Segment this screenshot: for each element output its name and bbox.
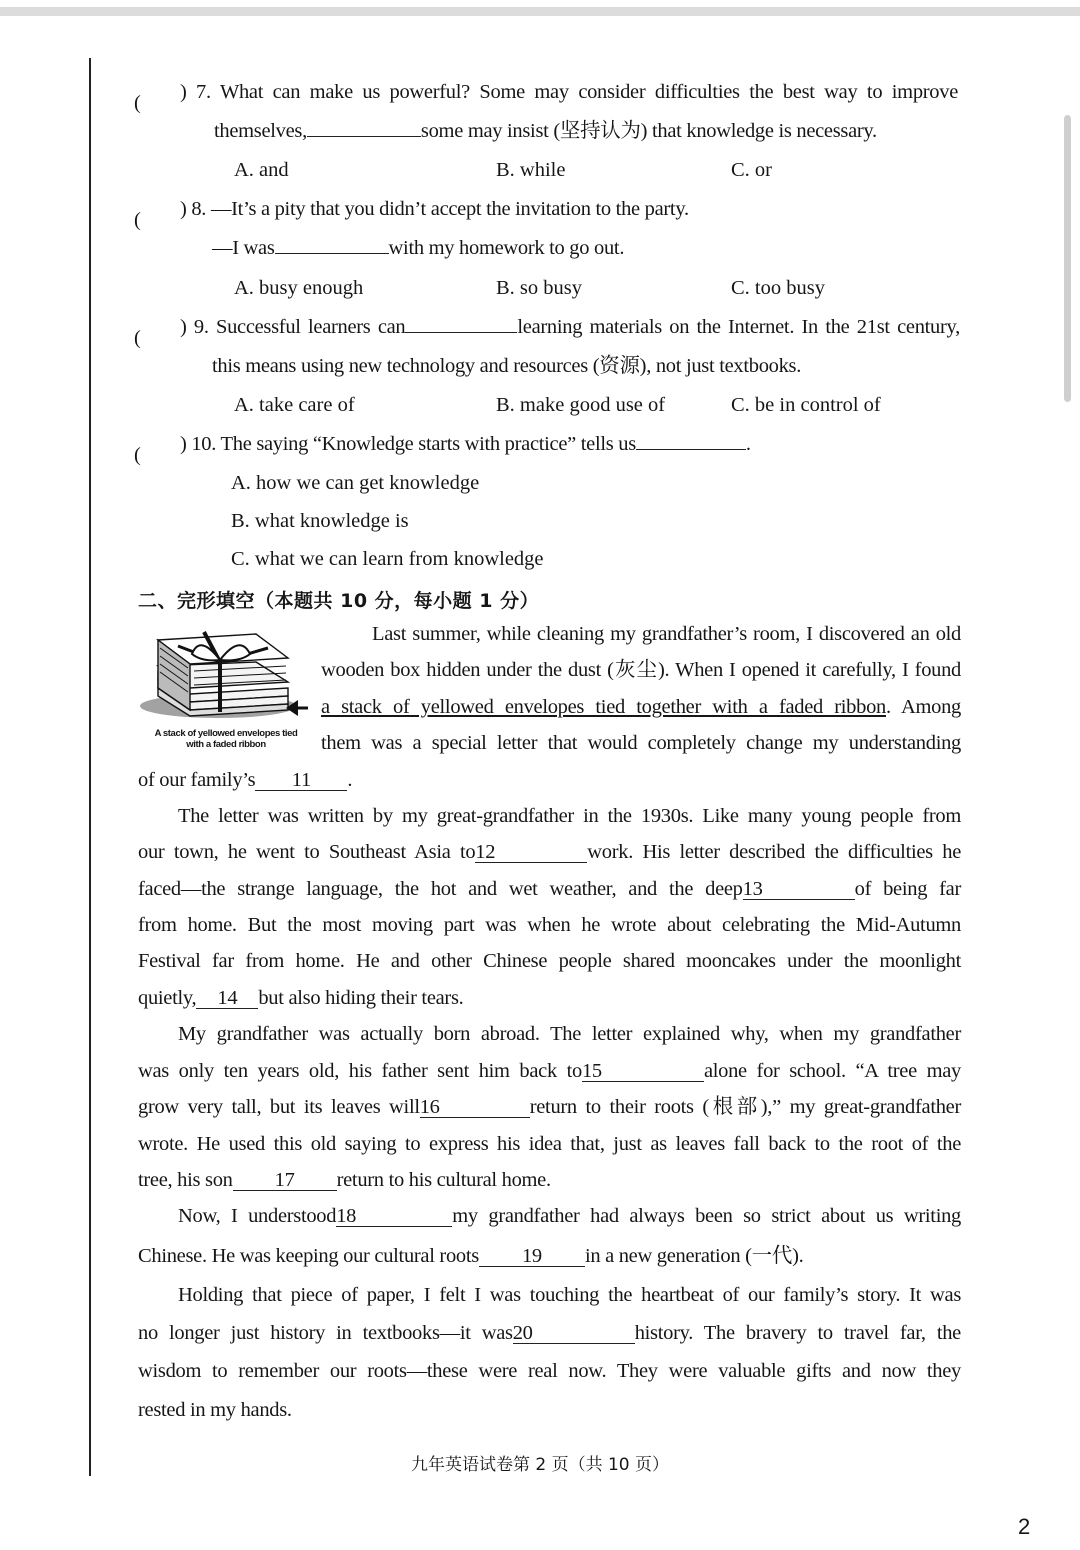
text: Festival far from home. He and other Chinese people shared mooncakes under the moonlight [138,950,961,972]
passage-line [138,767,352,793]
section-title: 二、完形填空（本题共 10 分，每小题 1 分） [138,590,540,612]
text: return to their roots (根部),” my great-grandfather [529,1096,961,1118]
blank [405,332,517,333]
text: of being far [854,878,961,900]
blank-14: 14 [196,988,258,1009]
text: My grandfather was actually born abroad. The letter explained why, when my grandfather [178,1023,961,1045]
text: some may insist (坚持认为) that knowledge is necessary. [420,120,877,142]
text: learning materials on the Internet. In the 21st century, [517,316,960,338]
option-a: A. busy enough [234,277,364,299]
option-a: A. how we can get knowledge [231,472,480,494]
option-c: C. be in control of [731,394,881,416]
q7-stem: ) 7. What can make us powerful? Some may consider difficulties the best way to improve [180,81,958,103]
q8-stem: ) 8. —It’s a pity that you didn’t accept the invitation to the party. [180,198,689,220]
passage-line [372,621,961,647]
text: of our family’s [138,769,256,791]
option-c: C. what we can learn from knowledge [231,548,544,570]
text: return to his cultural home. [336,1169,551,1191]
blank-15: 15 [582,1061,704,1082]
passage-line [138,1243,803,1269]
option-a: A. take care of [234,394,355,416]
passage-line [178,1282,961,1308]
passage-line [138,1397,292,1423]
passage-line [138,948,961,974]
passage-line [138,912,961,938]
top-bar [0,7,1080,16]
passage-line [138,1058,961,1084]
answer-bracket-10[interactable]: ( [134,444,141,466]
text: but also hiding their tears. [258,987,464,1009]
answer-bracket-7[interactable]: ( [134,92,141,114]
blank-18: 18 [336,1206,452,1227]
blank-11: 11 [255,770,347,791]
text: them was a special letter that would completely change my understanding [321,732,961,754]
text: ) 9. Successful learners can [180,316,406,338]
text: no longer just history in textbooks—it was [138,1322,513,1344]
option-c: C. too busy [731,277,825,299]
text: . Among [886,696,961,718]
blank [275,253,389,254]
passage-line [138,1094,961,1120]
blank-19: 19 [479,1246,585,1267]
option-b: B. what knowledge is [231,510,409,532]
text: Last summer, while cleaning my grandfather’s room, I discovered an old [372,623,961,645]
passage-line [138,985,463,1011]
text: . [745,433,751,455]
option-b: B. so busy [496,277,583,299]
text: alone for school. “A tree may [703,1060,961,1082]
scrollbar[interactable] [1064,115,1071,402]
q8-stem-line2 [212,235,624,261]
text: our town, he went to Southeast Asia to [138,841,476,863]
passage-line [138,1320,961,1346]
text: Chinese. He was keeping our cultural roots [138,1245,479,1267]
passage-line [178,1021,961,1047]
blank-20: 20 [513,1323,635,1344]
option-a: A. and [234,159,289,181]
text: —I was [212,237,275,259]
passage-line [321,730,961,756]
answer-bracket-9[interactable]: ( [134,327,141,349]
answer-bracket-8[interactable]: ( [134,209,141,231]
text: Holding that piece of paper, I felt I was touching the heartbeat of our family’s story. It was [178,1284,961,1306]
blank-13: 13 [743,879,855,900]
text: wrote. He used this old saying to express his idea that, just as leaves fall back to the root of the [138,1133,961,1155]
passage-line [138,1131,961,1157]
passage-line [178,1203,961,1229]
passage-line [178,803,961,829]
option-b: B. while [496,159,566,181]
text: The letter was written by my great-grandfather in the 1930s. Like many young people from [178,805,961,827]
text: . [347,769,353,791]
text: tree, his son [138,1169,233,1191]
q7-stem-line2 [214,118,877,144]
blank-16: 16 [420,1097,530,1118]
blank-17: 17 [233,1170,337,1191]
text: grow very tall, but its leaves will [138,1096,420,1118]
page-number: 2 [1018,1514,1031,1539]
option-b: B. make good use of [496,394,666,416]
text: was only ten years old, his father sent him back to [138,1060,582,1082]
text: themselves, [214,120,307,142]
passage-line [138,839,961,865]
passage-line [138,876,961,902]
text: work. His letter described the difficulties he [587,841,961,863]
envelopes-illustration [138,626,323,726]
passage-line [321,694,961,720]
blank-12: 12 [475,842,587,863]
image-caption: A stack of yellowed envelopes tied with a faded ribbon [154,728,298,750]
page-footer: 九年英语试卷第 2 页（共 10 页） [410,1455,670,1475]
text: wooden box hidden under the dust (灰尘). When I opened it carefully, I found [321,659,961,681]
text: my grandfather had always been so strict about us writing [452,1205,962,1227]
blank [307,136,421,137]
blank [636,449,746,450]
text: from home. But the most moving part was when he wrote about celebrating the Mid-Autumn [138,914,961,936]
text: quietly, [138,987,197,1009]
underlined-phrase: a stack of yellowed envelopes tied together with a faded ribbon [321,696,886,718]
text: faced—the strange language, the hot and wet weather, and the deep [138,878,743,900]
q10-stem [180,431,751,457]
option-c: C. or [731,159,772,181]
passage-line [321,657,961,683]
margin-line [89,58,91,1476]
q9-stem-line2: this means using new technology and resources (资源), not just textbooks. [212,355,802,377]
text: Now, I understood [178,1205,337,1227]
text: with my homework to go out. [388,237,625,259]
q9-stem [180,314,960,340]
text: rested in my hands. [138,1399,292,1421]
text: in a new generation (一代). [584,1245,804,1267]
passage-line [138,1358,961,1384]
passage-line [138,1167,551,1193]
text: wisdom to remember our roots—these were real now. They were valuable gifts and now they [138,1360,961,1382]
text: ) 10. The saying “Knowledge starts with practice” tells us [180,433,636,455]
text: history. The bravery to travel far, the [634,1322,961,1344]
